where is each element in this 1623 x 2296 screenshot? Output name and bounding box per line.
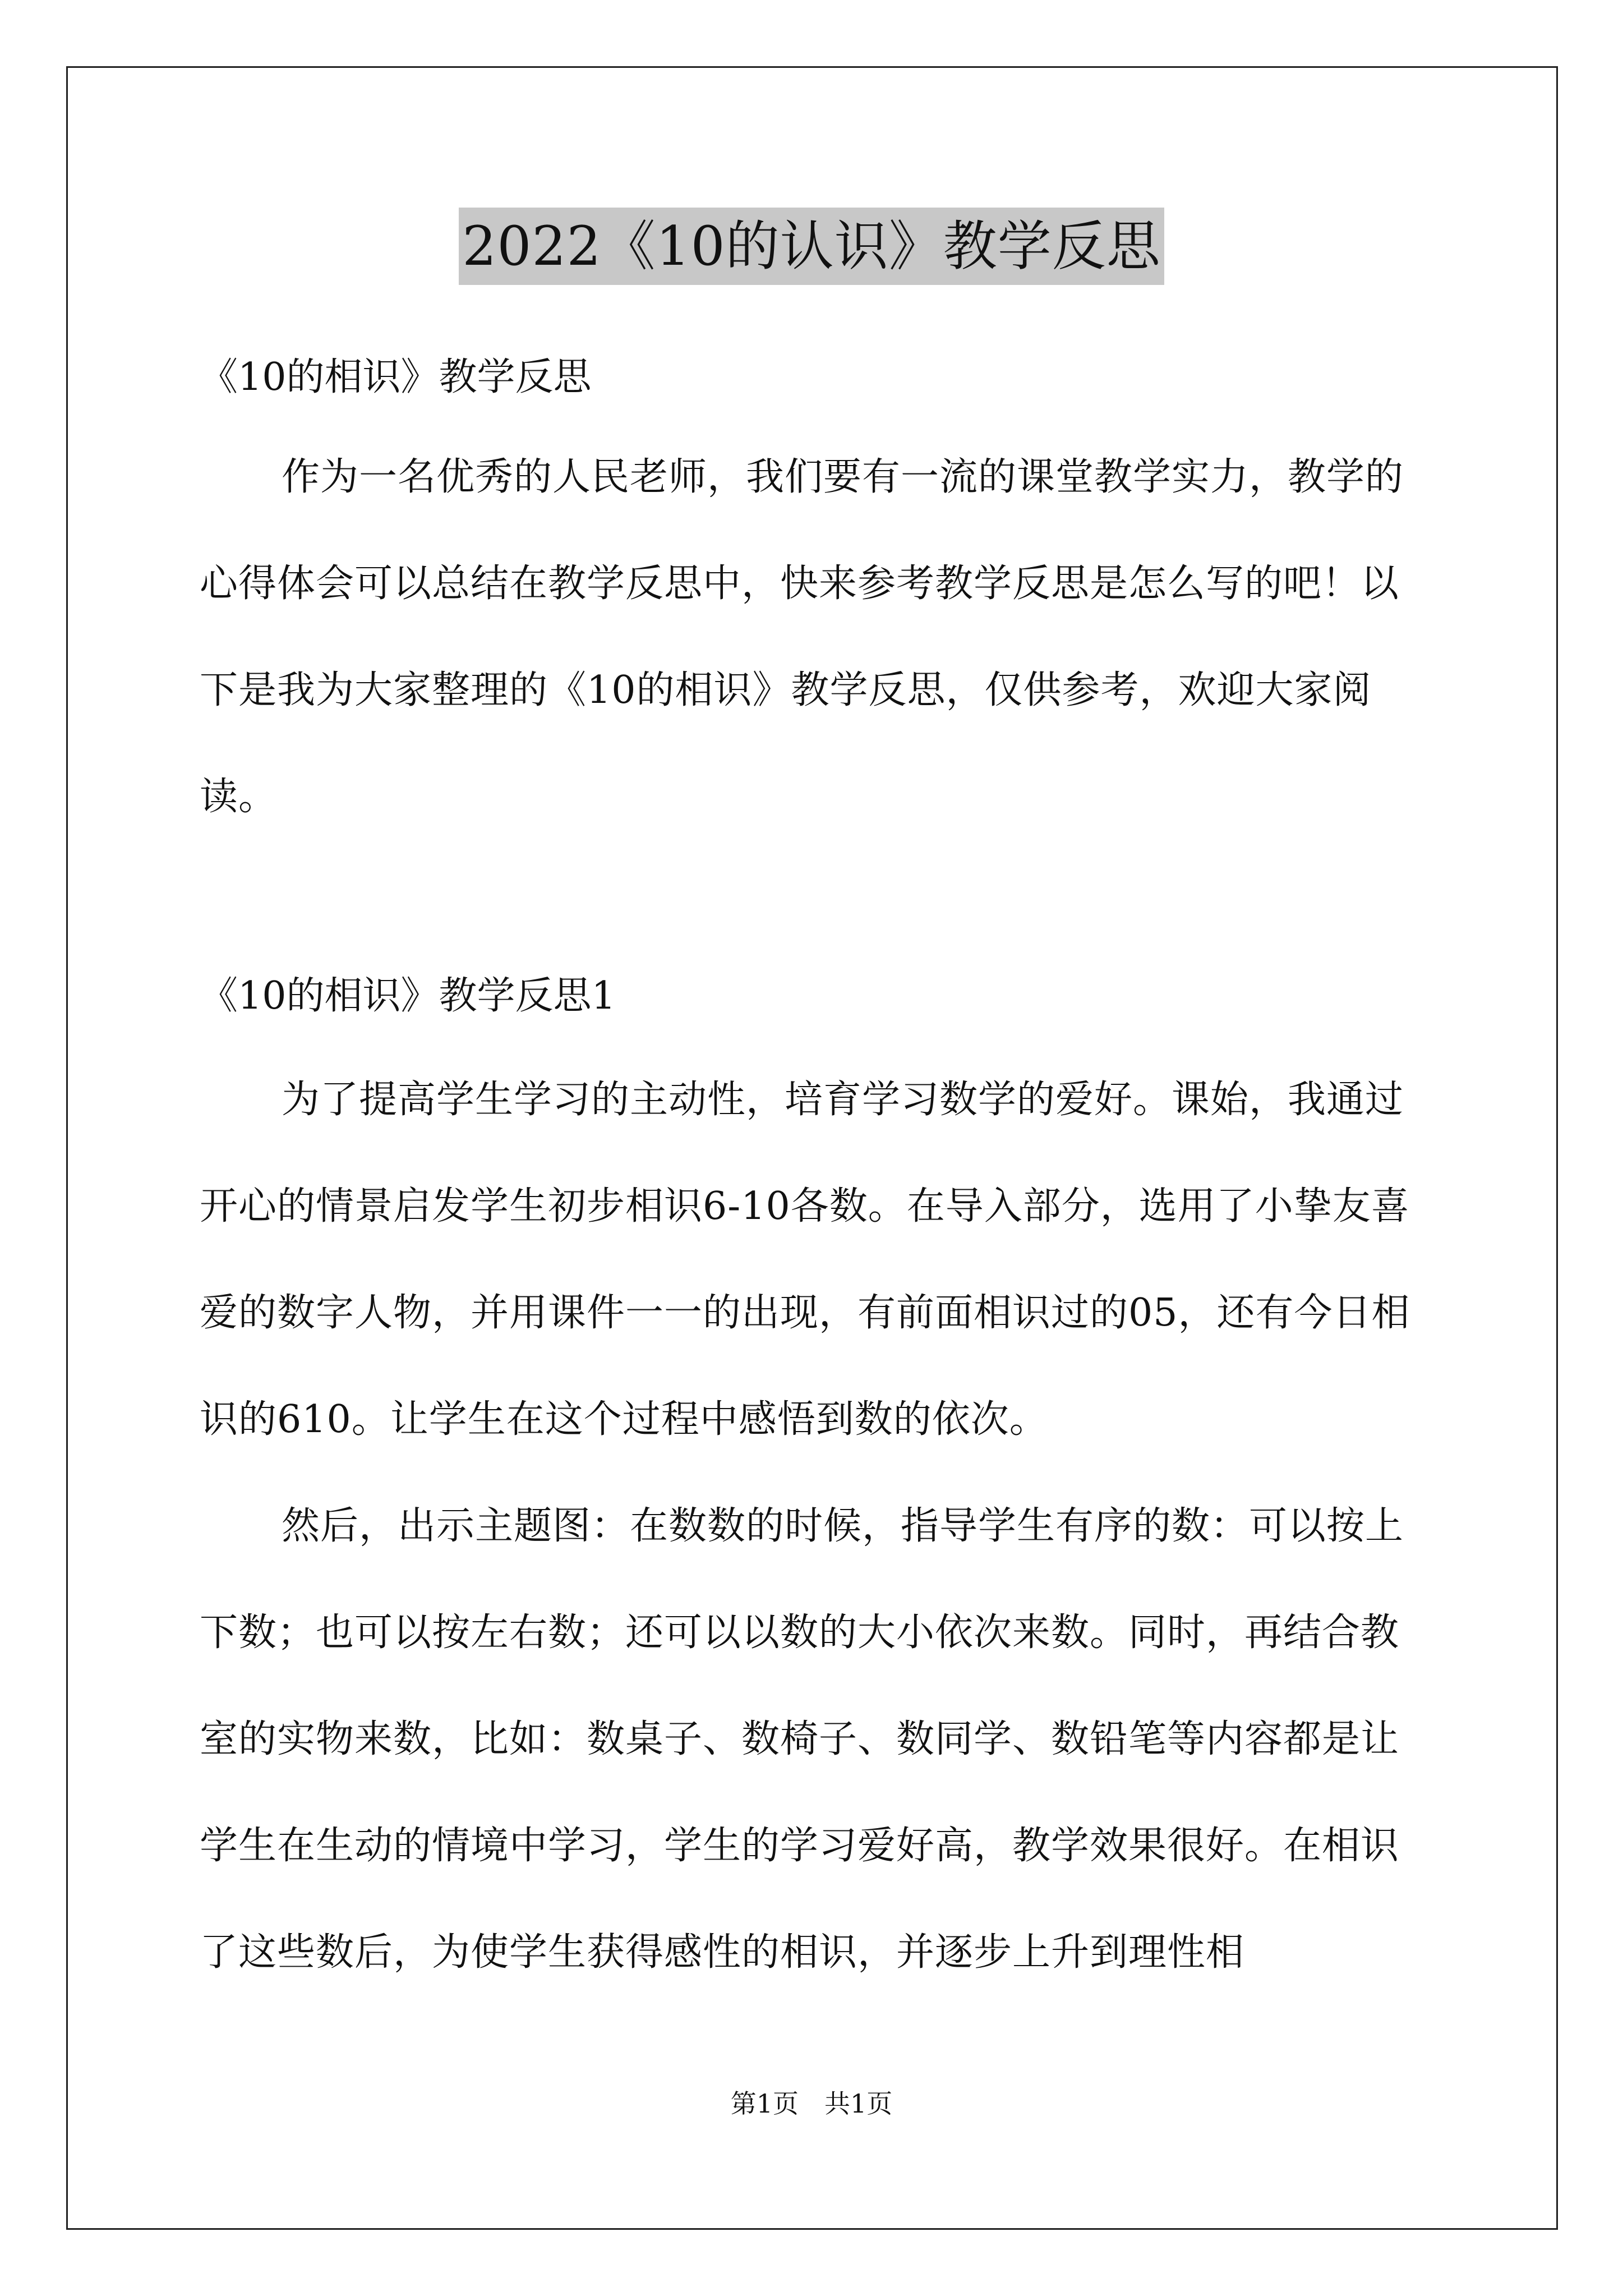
title-container — [0, 208, 1623, 285]
document-title: 2022《10的认识》教学反思 — [459, 208, 1164, 285]
section-heading: 《10的相识》教学反思1 — [200, 974, 616, 1018]
paragraph: 为了提高学生学习的主动性，培育学习数学的爱好。课始，我通过开心的情景启发学生初步相识6-10各数。在导入部分，选用了小挚友喜爱的数字人物，并用课件一一的出现，有前面相识过的05，还有今日相识的610。让学生在这个过程中感悟到数的依次。 — [200, 1078, 1410, 1442]
paragraph: 作为一名优秀的人民老师，我们要有一流的课堂教学实力，教学的心得体会可以总结在教学反思中，快来参考教学反思是怎么写的吧！以下是我为大家整理的《10的相识》教学反思，仅供参考，欢迎大家阅读。 — [200, 455, 1404, 819]
page-footer: 第1页 共1页 — [730, 2088, 893, 2119]
section-heading: 《10的相识》教学反思 — [200, 355, 592, 399]
paragraph: 然后，出示主题图：在数数的时候，指导学生有序的数：可以按上下数；也可以按左右数；还可以以数的大小依次来数。同时，再结合教室的实物来数，比如：数桌子、数椅子、数同学、数铅笔等内容都是让学生在生动的情境中学习，学生的学习爱好高，教学效果很好。在相识了这些数后，为使学生获得感性的相识，并逐步上升到理性相 — [200, 1504, 1404, 1975]
document-body — [200, 341, 1433, 2006]
